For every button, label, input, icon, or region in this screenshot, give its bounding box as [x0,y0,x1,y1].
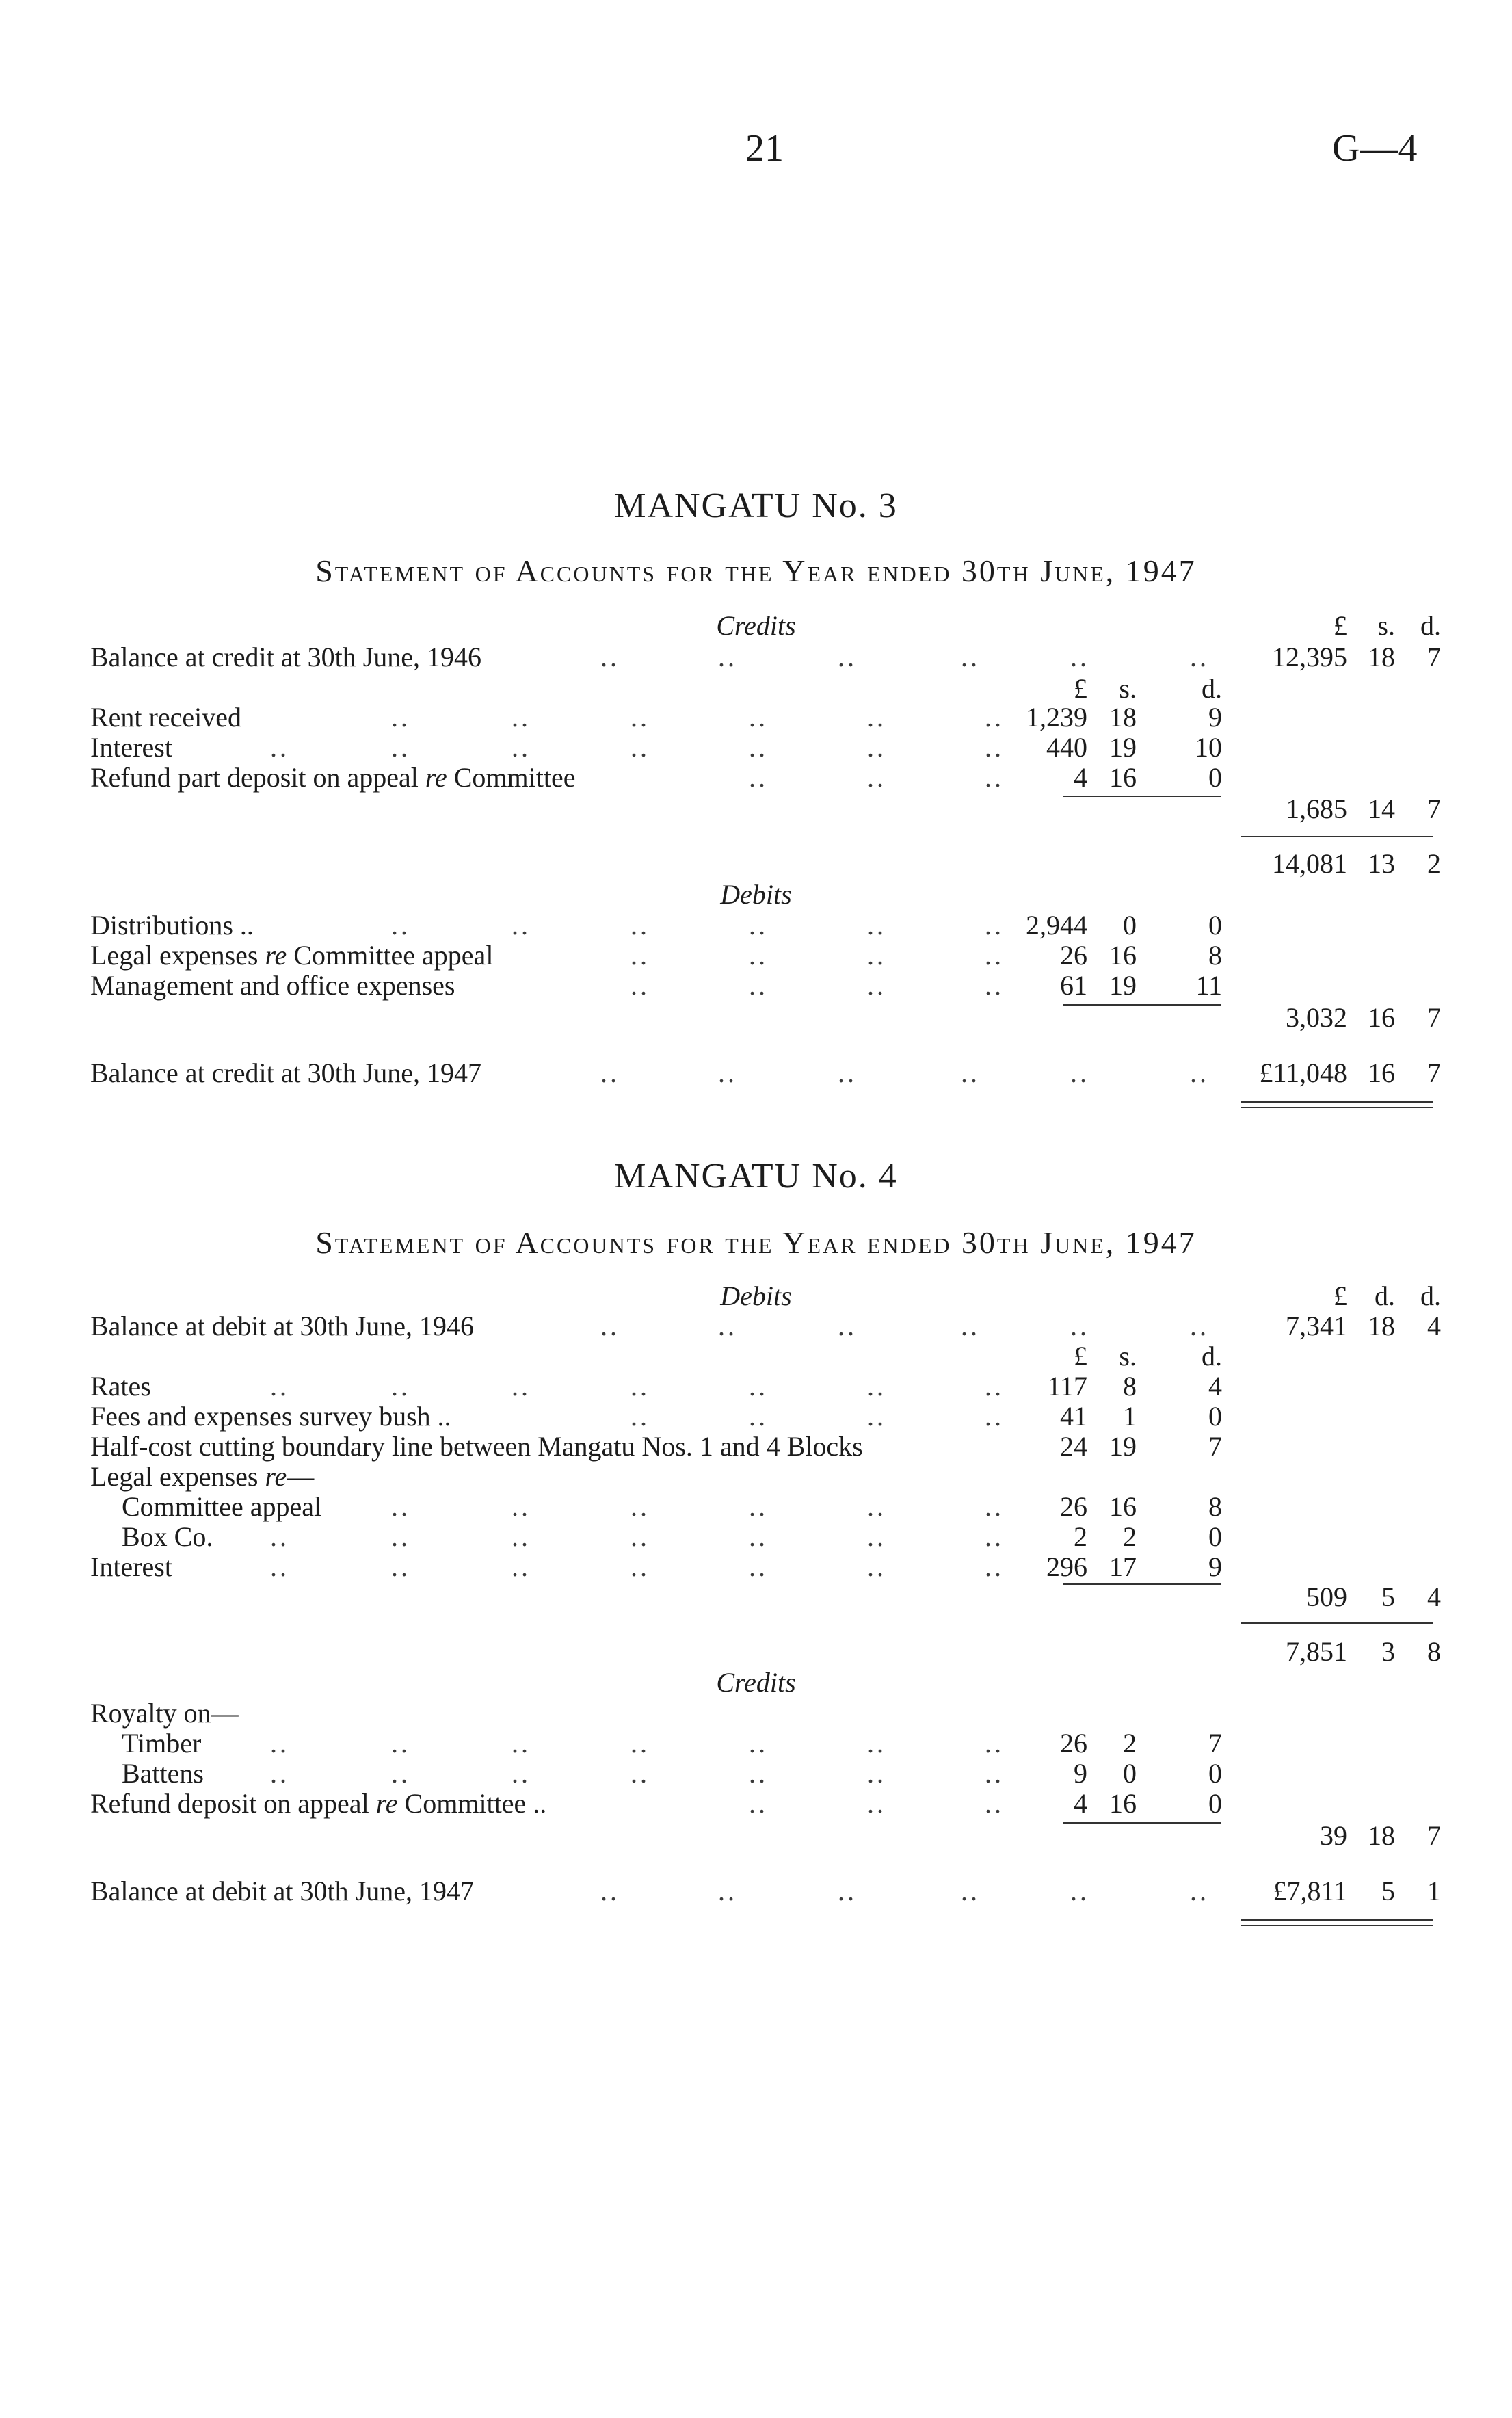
ledger-row [0,1431,1512,1462]
ledger-row [0,1698,1512,1729]
amount-pounds: 14,081 [1272,848,1347,879]
debits-caption: Debits [720,879,792,910]
amount-shillings: 18 [1368,1311,1395,1341]
amount-pounds: £11,048 [1259,1057,1347,1088]
amount-pounds: 4 [1074,1788,1087,1819]
amount-shillings: 13 [1368,848,1395,879]
row-label: Half-cost cutting boundary line between Mangatu Nos. 1 and 4 Blocks [90,1431,863,1462]
amount-shillings: 19 [1109,970,1137,1001]
row-label: Committee appeal [122,1491,322,1522]
row-label: Interest [90,1551,172,1582]
amount-pence: 10 [1195,732,1222,763]
row-label: Rent received [90,702,241,733]
amount-pounds: 296 [1046,1551,1087,1582]
ledger-row: .. .. .. .. .. .. .. Interest 440 19 10 [90,732,1222,763]
closing-row: .. .. .. .. .. .. Balance at debit at 30th June, 1947 £7,811 5 1 [90,1876,1441,1906]
amount-shillings: 5 [1381,1876,1395,1906]
total-pence-head: d. [1420,1280,1441,1311]
ledger-row: .. .. .. Refund deposit on appeal re Committee .. 4 16 0 [90,1788,1222,1819]
amount-pence: 0 [1208,1758,1222,1789]
amount-pence: 7 [1427,1002,1441,1033]
ledger-row: .. .. .. .. .. .. Balance at credit at 30th June, 1946 12,395 18 7 [90,642,1441,672]
amount-pounds: 41 [1060,1401,1087,1432]
amount-pounds: 26 [1060,1728,1087,1759]
row-label: Legal expenses re— [90,1461,315,1492]
total-shillings-head: s. [1377,610,1395,641]
section-subtitle: Statement of Accounts for the Year ended 30th June, 1947 [315,553,1197,588]
amount-pounds: 39 [1320,1820,1347,1851]
row-label: Distributions .. [90,910,254,941]
amount-pence: 4 [1427,1581,1441,1612]
amount-shillings: 19 [1109,1431,1137,1462]
page-reference: G—4 [1332,127,1418,170]
subtotal-row [0,1820,1512,1852]
amount-pounds: 7,851 [1286,1636,1347,1667]
ledger-row [0,1461,1512,1493]
amount-shillings: 16 [1109,1788,1137,1819]
amount-shillings: 2 [1123,1728,1137,1759]
amount-shillings: 0 [1123,910,1137,941]
col-pence-head: d. [1202,673,1222,704]
debits-caption: Debits [720,1280,792,1311]
row-label: Refund deposit on appeal re Committee .. [90,1788,547,1819]
amount-pounds: 61 [1060,970,1087,1001]
ledger-row: .. .. .. .. .. .. .. Timber 26 2 7 [122,1728,1222,1759]
amount-pence: 7 [1427,793,1441,824]
amount-pence: 9 [1208,702,1222,733]
col-shillings-head: s. [1119,673,1137,704]
total-shillings-head: d. [1375,1280,1395,1311]
amount-pounds: 509 [1306,1581,1347,1612]
amount-shillings: 16 [1109,762,1137,793]
header-row [0,1280,1512,1312]
row-label: Rates [90,1371,151,1402]
col-pounds-head: £ [1074,1341,1087,1371]
amount-shillings: 18 [1109,702,1137,733]
double-rule [1241,1101,1433,1108]
row-label: Battens [122,1758,204,1789]
ledger-row: .. .. .. .. Management and office expenses 61 19 11 [90,970,1222,1001]
amount-pence: 4 [1427,1311,1441,1341]
amount-pence: 8 [1208,940,1222,971]
column-header-row [0,1341,1512,1372]
amount-pence: 9 [1208,1551,1222,1582]
amount-shillings: 0 [1123,1758,1137,1789]
row-label: Royalty on— [90,1698,239,1729]
amount-pounds: 9 [1074,1758,1087,1789]
closing-row: .. .. .. .. .. .. Balance at credit at 30th June, 1947 £11,048 16 7 [90,1057,1441,1088]
ledger-row: .. .. .. .. .. .. Rent received 1,239 18 9 [90,702,1222,733]
amount-shillings: 16 [1368,1002,1395,1033]
amount-pounds: 4 [1074,762,1087,793]
col-shillings-head: s. [1119,1341,1137,1371]
amount-shillings: 5 [1381,1581,1395,1612]
row-label: Balance at credit at 30th June, 1946 [90,642,482,672]
total-pounds-head: £ [1334,1280,1347,1311]
total-rule [1241,836,1433,837]
amount-pounds: 24 [1060,1431,1087,1462]
ledger-row: .. .. .. Refund part deposit on appeal re Committee 4 16 0 [90,762,1222,793]
total-row [0,848,1512,880]
ledger-row: .. .. .. .. .. .. .. Interest 296 17 9 [90,1551,1222,1582]
credits-caption: Credits [716,610,796,641]
col-pence-head: d. [1202,1341,1222,1371]
ledger-row: .. .. .. .. .. .. Balance at debit at 30th June, 1946 7,341 18 4 [90,1311,1441,1341]
total-pence-head: d. [1420,610,1441,641]
row-label: Interest [90,732,172,763]
amount-shillings: 18 [1368,1820,1395,1851]
row-label: Fees and expenses survey bush .. [90,1401,451,1432]
total-rule [1241,1622,1433,1624]
row-label: Refund part deposit on appeal re Committee [90,762,576,793]
amount-pounds: 1,239 [1026,702,1087,733]
ledger-row: .. .. .. .. .. .. Committee appeal 26 16 8 [122,1491,1222,1522]
credits-caption: Credits [716,1667,796,1698]
col-pounds-head: £ [1074,673,1087,704]
amount-pounds: 3,032 [1286,1002,1347,1033]
amount-shillings: 19 [1109,732,1137,763]
amount-pence: 0 [1208,1401,1222,1432]
row-label: Box Co. [122,1521,213,1552]
amount-pence: 11 [1195,970,1222,1001]
amount-shillings: 16 [1109,940,1137,971]
amount-pounds: 117 [1047,1371,1087,1402]
amount-pence: 0 [1208,762,1222,793]
amount-pence: 7 [1208,1431,1222,1462]
ledger-row: .. .. .. .. .. .. .. Rates 117 8 4 [90,1371,1222,1402]
amount-shillings: 1 [1123,1401,1137,1432]
row-label: Timber [122,1728,202,1759]
row-label: Balance at debit at 30th June, 1947 [90,1876,474,1906]
amount-pounds: 7,341 [1286,1311,1347,1341]
header-row [0,610,1512,642]
section-title: MANGATU No. 3 [614,486,898,525]
page-number: 21 [745,127,784,170]
amount-shillings: 14 [1368,793,1395,824]
row-label: Management and office expenses [90,970,455,1001]
amount-pounds: 1,685 [1286,793,1347,824]
amount-pence: 0 [1208,1521,1222,1552]
subtotal-row [0,1581,1512,1613]
amount-pounds: 12,395 [1272,642,1347,672]
row-label: Balance at credit at 30th June, 1947 [90,1057,482,1088]
section-title: MANGATU No. 4 [614,1157,898,1196]
amount-pence: 4 [1208,1371,1222,1402]
ledger-row: .. .. .. .. Legal expenses re Committee appeal 26 16 8 [90,940,1222,971]
row-label: Balance at debit at 30th June, 1946 [90,1311,474,1341]
amount-shillings: 2 [1123,1521,1137,1552]
amount-pounds: £7,811 [1273,1876,1347,1906]
amount-shillings: 16 [1368,1057,1395,1088]
amount-pence: 8 [1427,1636,1441,1667]
amount-shillings: 3 [1381,1636,1395,1667]
total-pounds-head: £ [1334,610,1347,641]
amount-pence: 1 [1427,1876,1441,1906]
subtotal-row [0,1002,1512,1034]
amount-pence: 7 [1208,1728,1222,1759]
ledger-row: .. .. .. .. .. .. .. Box Co. 2 2 0 [122,1521,1222,1552]
amount-pence: 0 [1208,910,1222,941]
subtotal-row [0,793,1512,825]
column-header-row [0,673,1512,705]
double-rule [1241,1919,1433,1926]
ledger-row: .. .. .. .. .. .. Distributions .. 2,944 0 0 [90,910,1222,941]
ledger-row: .. .. .. .. .. .. .. Battens 9 0 0 [122,1758,1222,1789]
row-label: Legal expenses re Committee appeal [90,940,494,971]
total-row [0,1636,1512,1668]
amount-pence: 0 [1208,1788,1222,1819]
ledger-row: .. .. .. .. Fees and expenses survey bush .. 41 1 0 [90,1401,1222,1432]
amount-pence: 7 [1427,1057,1441,1088]
amount-pence: 7 [1427,1820,1441,1851]
amount-shillings: 18 [1368,642,1395,672]
amount-pence: 2 [1427,848,1441,879]
amount-pounds: 2 [1074,1521,1087,1552]
amount-shillings: 8 [1123,1371,1137,1402]
amount-pounds: 26 [1060,1491,1087,1522]
amount-pounds: 2,944 [1026,910,1087,941]
amount-pence: 7 [1427,642,1441,672]
amount-shillings: 16 [1109,1491,1137,1522]
amount-pounds: 26 [1060,940,1087,971]
section-subtitle: Statement of Accounts for the Year ended 30th June, 1947 [315,1225,1197,1260]
amount-pounds: 440 [1046,732,1087,763]
amount-pence: 8 [1208,1491,1222,1522]
amount-shillings: 17 [1109,1551,1137,1582]
